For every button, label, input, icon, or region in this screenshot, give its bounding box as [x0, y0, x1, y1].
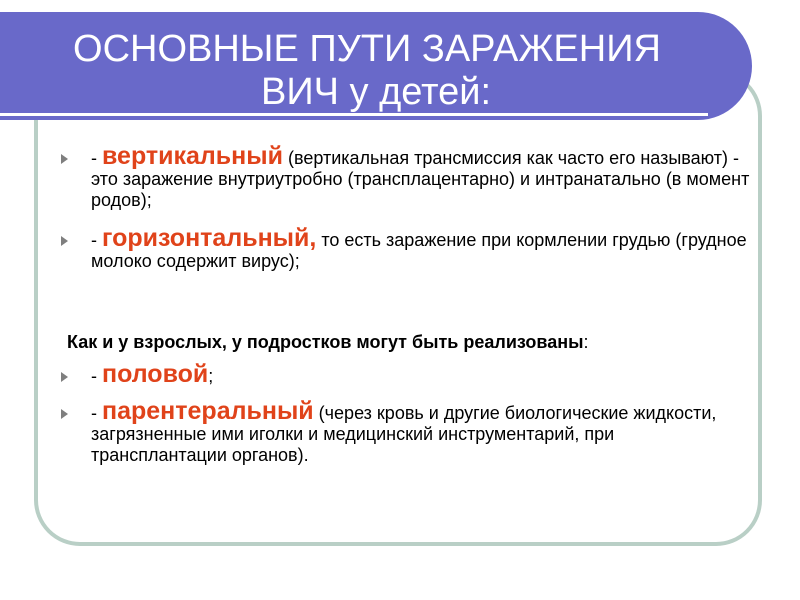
item-keyword: парентеральный	[102, 397, 314, 425]
list-item-text	[91, 397, 751, 466]
triangle-bullet-icon	[61, 372, 68, 382]
list-item-text	[91, 360, 751, 388]
item-prefix: -	[91, 148, 102, 168]
item-description: (через кровь и другие биологические жидкости, загрязненные ими иголки и медицинский инструментарий, при трансплантации органов).	[91, 403, 717, 465]
subheading-text: Как и у взрослых, у подростков могут быть реализованы	[67, 332, 584, 352]
item-keyword: горизонтальный,	[102, 224, 317, 252]
item-keyword: половой	[102, 360, 209, 388]
list-item-text	[91, 224, 751, 272]
item-prefix: -	[91, 366, 102, 386]
item-description: ;	[208, 366, 214, 386]
title-banner	[0, 12, 752, 120]
item-keyword: вертикальный	[102, 142, 283, 170]
triangle-bullet-icon	[61, 236, 68, 246]
item-description: (вертикальная трансмиссия как часто его называют) - это заражение внутриутробно (трансплацентарно) и интранатально (в момент родов);	[91, 148, 750, 210]
triangle-bullet-icon	[61, 409, 68, 419]
list-item-text	[91, 142, 751, 211]
item-prefix: -	[91, 403, 102, 423]
item-prefix: -	[91, 230, 102, 250]
subheading-colon: :	[583, 332, 589, 352]
title-underline	[0, 113, 708, 116]
item-description: то есть заражение при кормлении грудью (грудное молоко содержит вирус);	[91, 230, 747, 271]
triangle-bullet-icon	[61, 154, 68, 164]
subheading	[67, 332, 767, 353]
title-line-1: ОСНОВНЫЕ ПУТИ ЗАРАЖЕНИЯ	[73, 28, 661, 70]
title-line-2: ВИЧ у детей:	[260, 71, 492, 113]
